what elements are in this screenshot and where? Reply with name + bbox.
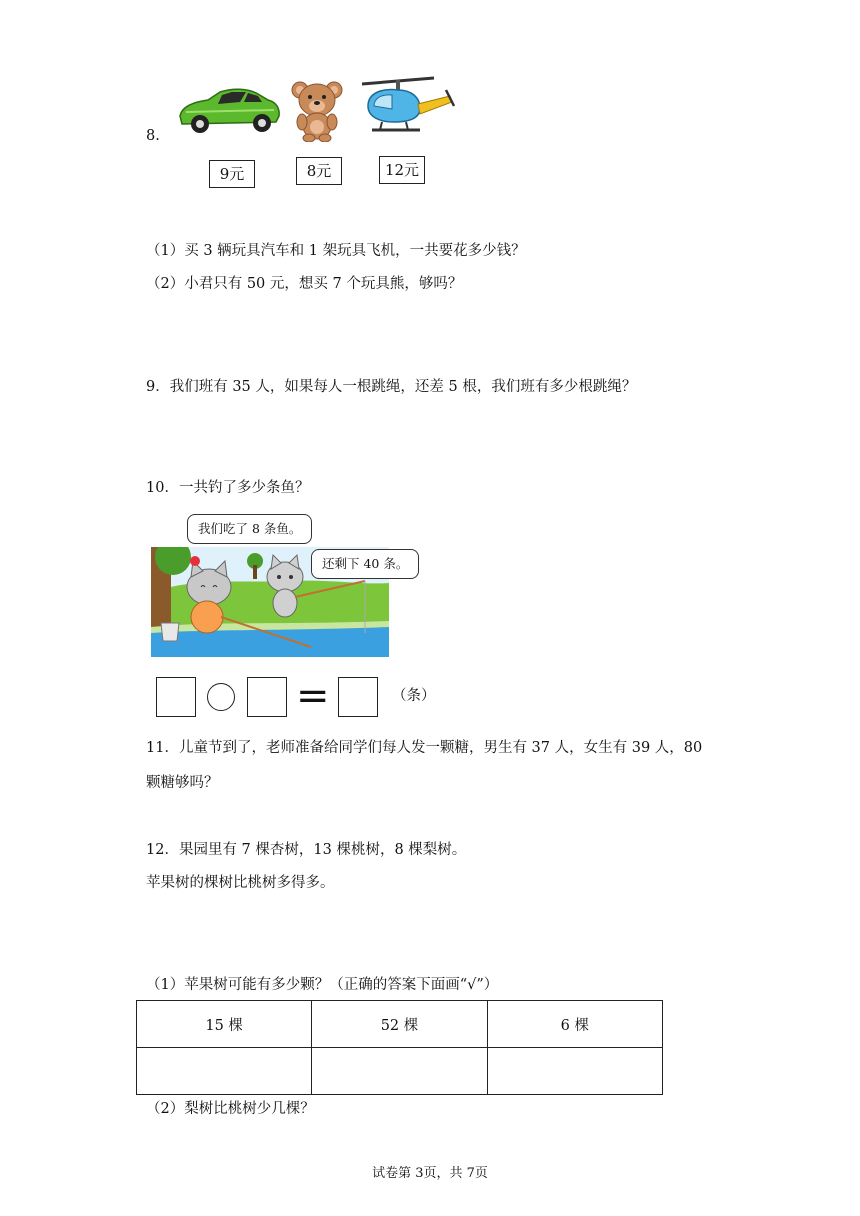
question-12-line-2: 苹果树的棵树比桃树多得多。 <box>146 875 335 891</box>
check-cell-1[interactable] <box>137 1048 312 1095</box>
speech-bubble-ate-fish: 我们吃了 8 条鱼。 <box>187 514 312 544</box>
unit-label: （条） <box>392 688 436 704</box>
answer-box-result[interactable] <box>338 677 378 717</box>
option-6: 6 棵 <box>487 1001 662 1048</box>
check-cell-2[interactable] <box>312 1048 487 1095</box>
price-tag-helicopter: 12元 <box>379 156 425 184</box>
price-tag-car: 9元 <box>209 160 255 188</box>
question-9: 9．我们班有 35 人，如果每人一根跳绳，还差 5 根，我们班有多少根跳绳？ <box>146 379 637 395</box>
toy-helicopter-image <box>358 76 456 138</box>
table-row <box>137 1048 663 1095</box>
toy-car-image <box>176 86 282 138</box>
question-number-8: 8. <box>146 128 160 144</box>
question-11-line-2: 颗糖够吗？ <box>146 775 219 791</box>
question-12-line-1: 12．果园里有 7 棵杏树，13 棵桃树，8 棵梨树。 <box>146 842 467 858</box>
question-11-line-1: 11．儿童节到了，老师准备给同学们每人发一颗糖，男生有 37 人，女生有 39 人，80 <box>146 740 703 756</box>
q8-sub-question-2: （2）小君只有 50 元，想买 7 个玩具熊，够吗？ <box>146 276 463 292</box>
option-15: 15 棵 <box>137 1001 312 1048</box>
speech-bubble-remaining-fish: 还剩下 40 条。 <box>311 549 419 579</box>
page-footer: 试卷第 3页，共 7页 <box>372 1166 488 1181</box>
option-52: 52 棵 <box>312 1001 487 1048</box>
question-10: 10．一共钓了多少条鱼？ <box>146 480 310 496</box>
equals-sign: = <box>296 673 330 719</box>
answer-choice-table <box>136 1000 663 1095</box>
price-tag-bear: 8元 <box>296 157 342 185</box>
q12-sub-question-2: （2）梨树比桃树少几棵？ <box>146 1101 315 1117</box>
table-row <box>137 1001 663 1048</box>
q8-sub-question-1: （1）买 3 辆玩具汽车和 1 架玩具飞机，一共要花多少钱？ <box>146 243 526 259</box>
teddy-bear-image <box>290 80 344 142</box>
check-cell-3[interactable] <box>487 1048 662 1095</box>
q12-sub-question-1: （1）苹果树可能有多少颗？（正确的答案下面画“√”） <box>146 977 499 993</box>
operator-circle[interactable] <box>207 683 235 711</box>
answer-box-1[interactable] <box>156 677 196 717</box>
answer-box-2[interactable] <box>247 677 287 717</box>
